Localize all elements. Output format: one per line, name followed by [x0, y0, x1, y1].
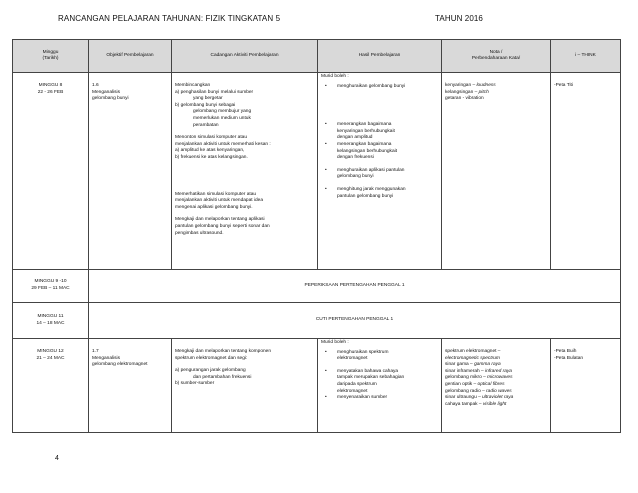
list-item: • menghitung jarak menggunakan pantulan gelombang bunyi: [321, 187, 438, 200]
header-minggu: Minggu (Tarikh): [13, 40, 89, 73]
document-title: RANCANGAN PELAJARAN TAHUNAN: FIZIK TINGKATAN 5: [58, 14, 281, 23]
header-objektif: Objektif Pembelajaran: [89, 40, 172, 73]
minggu-cell: MINGGU 8 22 - 26 FEB: [13, 73, 89, 270]
minggu-cell: MINGGU 11 14 – 18 MAC: [13, 303, 89, 339]
hasil-cell: Murid boleh : • menghuraikan spektrum elektromagnet • menyatakan bahawa cahaya tampak merupakan sebahagian daripada spektrum elektromagnet • menyenaraikan sumber: [318, 339, 442, 433]
minggu-cell: MINGGU 12 21 – 24 MAC: [13, 339, 89, 433]
objektif-cell: 1.7 Menganalisis gelombang elektromagnet: [89, 339, 172, 433]
cadangan-cell: Mengkaji dan melaporkan tentang komponen spektrum elektromagnet dan segi: a) pengurangan jarak gelombang dan pertambahan frekuensi b) sumber-sumber: [172, 339, 318, 433]
table-row: [13, 73, 621, 270]
lesson-plan-table: [12, 39, 621, 433]
table-header-row: [13, 40, 621, 73]
event-cell: PEPERIKSAAN PERTENGAHAN PENGGAL 1: [89, 270, 621, 303]
objektif-cell: 1.6 Menganalisis gelombang bunyi: [89, 73, 172, 270]
list-item: • menerangkan bagaimana kenyaringan berhubungkait dengan amplitud: [321, 122, 438, 142]
list-item: • menghuraikan aplikasi pantulan gelombang bunyi: [321, 168, 438, 181]
list-item: • menghuraikan spektrum elektromagnet: [321, 350, 438, 363]
list-item: • menerangkan bagaimana kelangsingan berhubungkait dengan frekuensi: [321, 142, 438, 162]
table-row: [13, 339, 621, 433]
event-cell: CUTI PERTENGAHAN PENGGAL 1: [89, 303, 621, 339]
hasil-cell: Murid boleh : • menghuraikan gelombang bunyi • menerangkan bagaimana kenyaringan berhubungkait dengan amplitud • menerangkan bagaimana kelangsingan berhubungkait dengan frekuensi • menghuraikan aplikasi pantulan gelombang bunyi • menghitung jarak menggunakan pantulan gelombang bunyi: [318, 73, 442, 270]
ithink-cell: -Peta Buih -Peta Bulatan: [551, 339, 621, 433]
list-item: • menyatakan bahawa cahaya tampak merupakan sebahagian daripada spektrum elektromagnet: [321, 369, 438, 395]
page-number: 4: [55, 455, 59, 462]
nota-cell: spektrum elektromagnet – electromagnetic spectrum sinar gama – gamma raya sinar inframerah – infrared raya gelombang mikro – microwaves gentian optik – optical fibres gelombang radio – radio waves sinar ultraungu – ultraviolet raya cahaya tampak – visible light: [442, 339, 551, 433]
list-item: • menghuraikan gelombang bunyi: [321, 84, 438, 91]
cadangan-cell: Membincangkan a) penghasilan bunyi melalui sumber yang bergetar b) gelombang bunyi sebagai gelombang membujur yang memerlukan medium untuk perambatan Menonton simulasi komputer atau menjalankan aktiviti untuk memerhati kesan : a) amplitud ke atas kenyaringan, b) frekuensi ke atas kelangsingan. Memerhatikan simulasi komputer atau menjalankan aktiviti untuk mendapat idea mengenai aplikasi gelombang bunyi. Mengkaji dan melaporkan tentang aplikasi pantulan gelombang bunyi seperti sonar dan pengimbas ultrasound.: [172, 73, 318, 270]
list-item: • menyenaraikan sumber: [321, 395, 438, 402]
ithink-cell: -Peta Titi: [551, 73, 621, 270]
header-cadangan: Cadangan Aktiviti Pembelajaran: [172, 40, 318, 73]
minggu-cell: MINGGU 9 -10 29 FEB – 11 MAC: [13, 270, 89, 303]
header-nota: Nota / Perbendaharaan Kata/: [442, 40, 551, 73]
header-hasil: Hasil Pembelajaran: [318, 40, 442, 73]
document-year: TAHUN 2016: [435, 14, 483, 23]
table-row: [13, 303, 621, 339]
header-ithink: i – THINK: [551, 40, 621, 73]
table-row: [13, 270, 621, 303]
nota-cell: kenyaringan – loudness kelangsingan – pitch getaran - vibration: [442, 73, 551, 270]
